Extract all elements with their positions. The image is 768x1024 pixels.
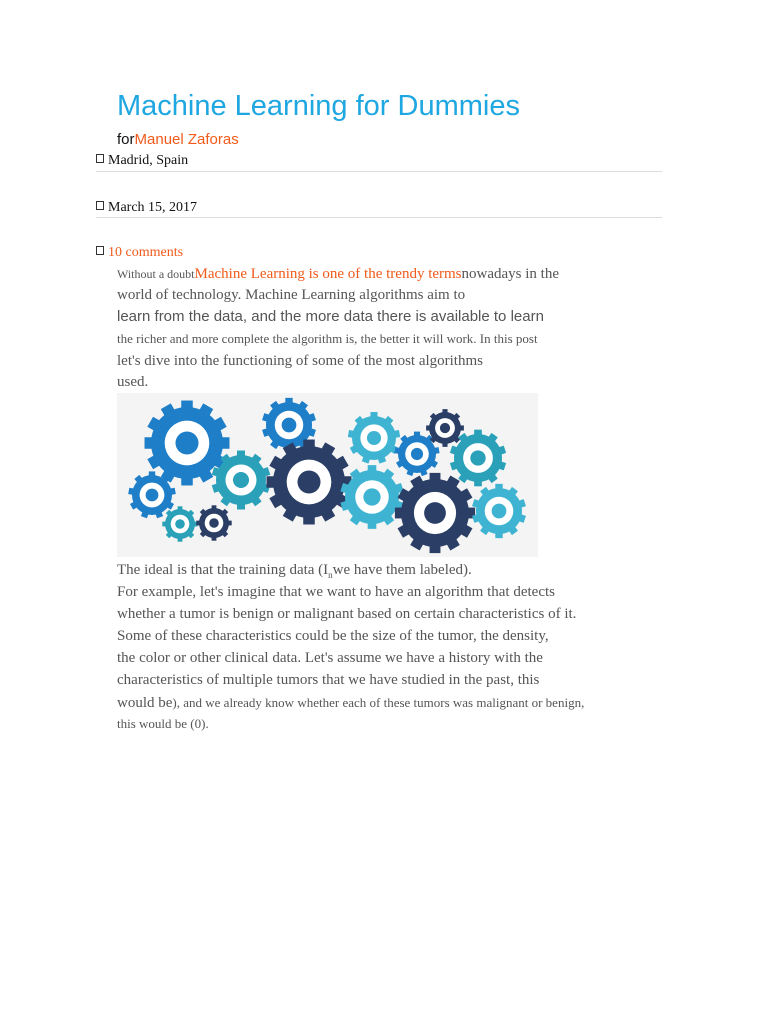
intro-line-2: world of technology. Machine Learning algorithms aim to xyxy=(117,287,466,303)
divider xyxy=(96,171,662,172)
article-title: Machine Learning for Dummies xyxy=(117,90,520,122)
intro-highlight-link[interactable]: Machine Learning is one of the trendy terms xyxy=(194,266,462,282)
gears-illustration xyxy=(117,393,538,557)
calendar-icon xyxy=(96,201,104,210)
gear-icon xyxy=(196,505,231,540)
location-icon xyxy=(96,154,104,163)
intro-lead: Without a doubt xyxy=(117,267,195,281)
gear-icon xyxy=(426,409,464,447)
body-line-2: For example, let's imagine that we want to have an algorithm that detects xyxy=(117,584,555,600)
intro-line-3: learn from the data, and the more data there is available to learn xyxy=(117,308,544,325)
intro-line-4: the richer and more complete the algorithm is, the better it will work. In this post xyxy=(117,331,538,346)
body-line-1 xyxy=(117,562,472,580)
gear-icon xyxy=(267,440,352,525)
body-line-8: this would be (0). xyxy=(117,716,209,731)
date-text: March 15, 2017 xyxy=(108,200,198,215)
byline xyxy=(117,131,239,148)
location-text: Madrid, Spain xyxy=(108,153,189,168)
gear-icon xyxy=(348,412,400,464)
body-text: ), and we already know whether each of these tumors was malignant or benign, xyxy=(172,695,585,710)
gear-icon xyxy=(162,506,197,541)
location-meta xyxy=(96,153,188,169)
body-text: would be xyxy=(117,695,173,711)
comments-link[interactable]: 10 comments xyxy=(108,245,184,260)
body-line-7 xyxy=(117,694,584,712)
divider xyxy=(96,217,662,218)
author-link[interactable]: Manuel Zaforas xyxy=(134,131,239,148)
gears-graphic xyxy=(117,393,538,557)
comment-icon xyxy=(96,246,104,255)
gear-icon xyxy=(395,473,475,553)
body-text: The ideal is that the training data (I xyxy=(117,562,329,578)
body-line-6: characteristics of multiple tumors that we have studied in the past, this xyxy=(117,672,540,688)
byline-prefix: for xyxy=(117,131,135,148)
body-line-3: whether a tumor is benign or malignant based on certain characteristics of it. xyxy=(117,606,577,622)
date-meta xyxy=(96,200,197,216)
gear-icon xyxy=(340,465,403,529)
body-line-4: Some of these characteristics could be the size of the tumor, the density, xyxy=(117,628,549,644)
gear-icon xyxy=(472,484,526,538)
subscript: n xyxy=(328,570,333,580)
body-text: we have them labeled). xyxy=(332,562,472,578)
body-line-5: the color or other clinical data. Let's assume we have a history with the xyxy=(117,650,543,666)
intro-line-5: let's dive into the functioning of some of the most algorithms xyxy=(117,353,483,369)
intro-line-1 xyxy=(117,265,559,283)
intro-tail: nowadays in the xyxy=(461,266,559,282)
intro-line-6: used. xyxy=(117,374,149,390)
comments-meta xyxy=(96,245,183,261)
